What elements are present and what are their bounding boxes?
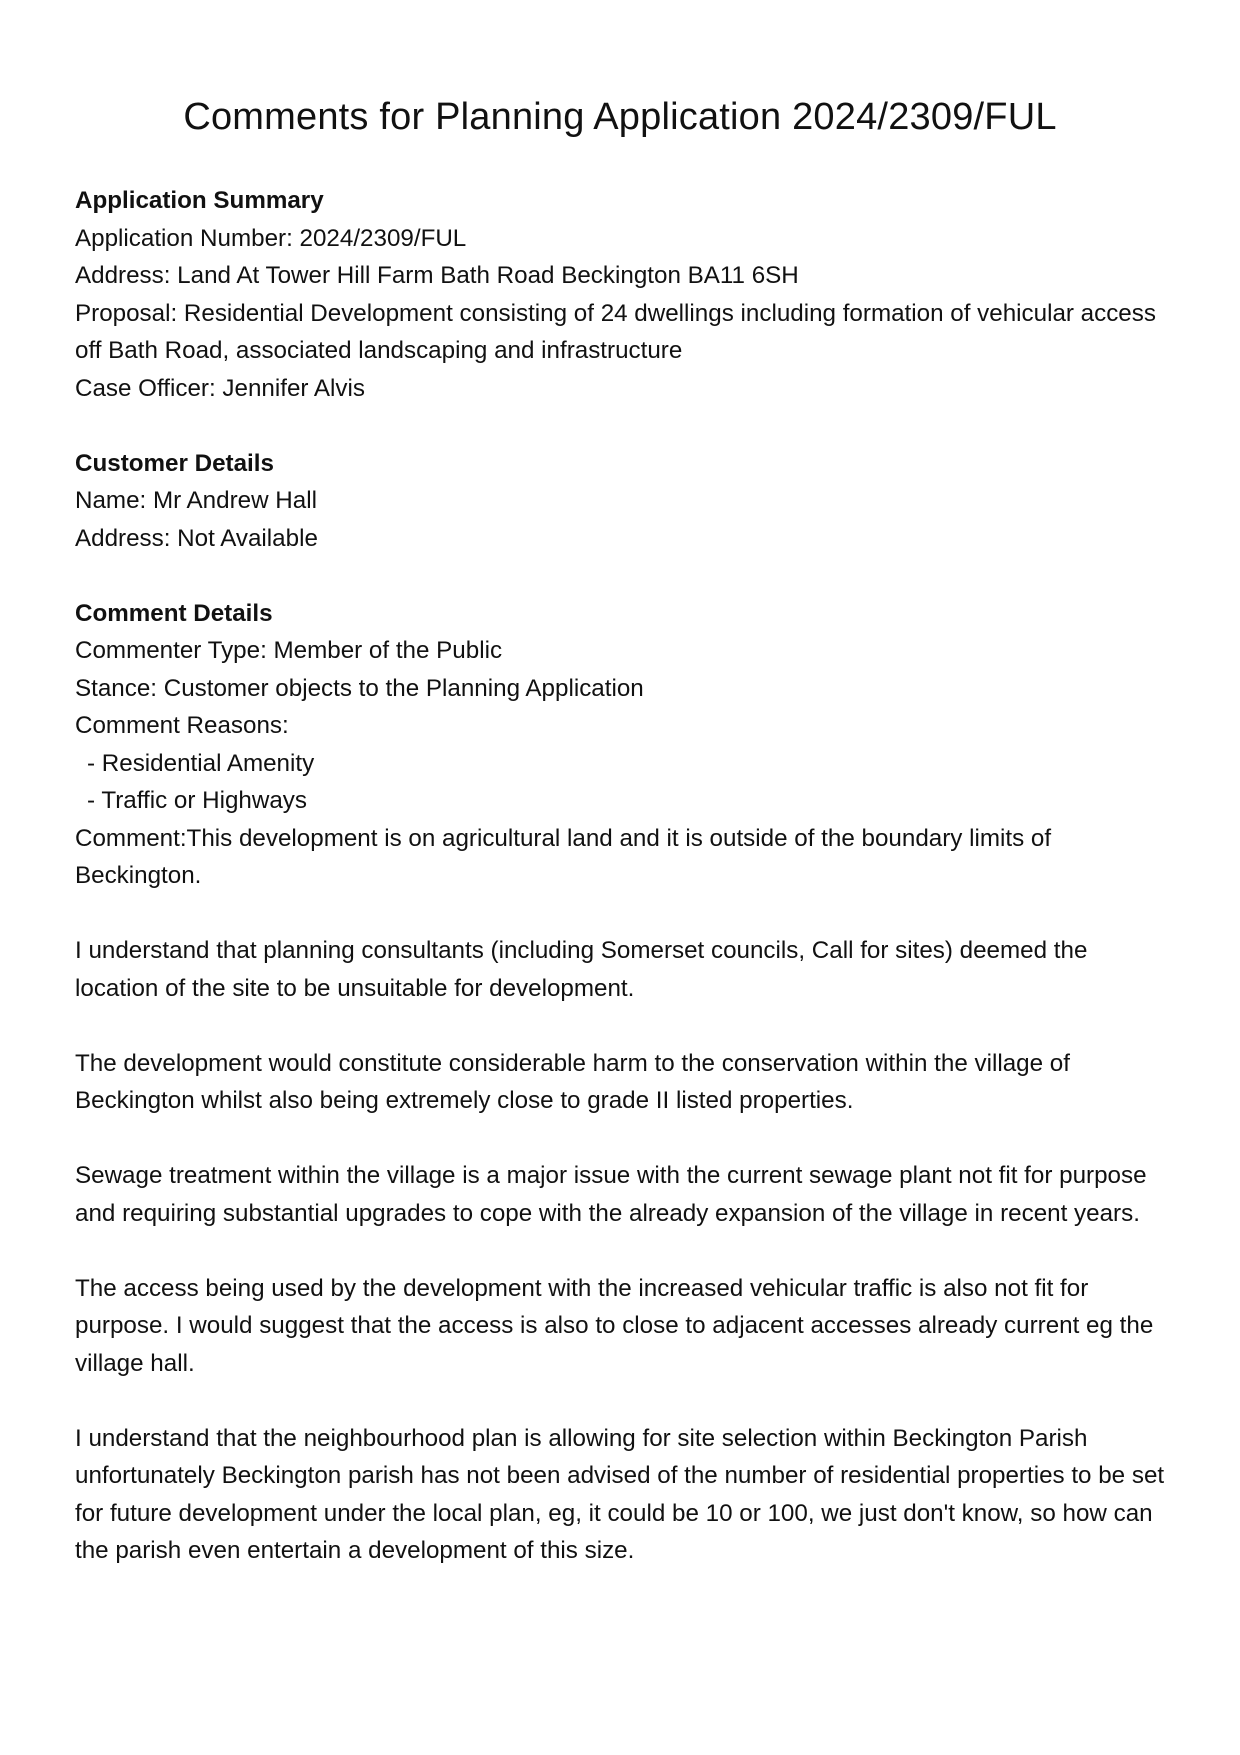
comment-details-section — [75, 595, 1165, 1570]
case-officer: Case Officer: Jennifer Alvis — [75, 374, 365, 402]
application-address: Address: Land At Tower Hill Farm Bath Road Beckington BA11 6SH — [75, 262, 799, 289]
comment-paragraph: Sewage treatment within the village is a major issue with the current sewage plant not fit for purpose and requiring substantial upgrades to cope with the already expansion of the village in recent years. — [75, 1162, 1147, 1227]
customer-address: Address: Not Available — [75, 524, 318, 552]
customer-details-section — [75, 445, 1165, 558]
application-summary-section — [75, 182, 1165, 407]
comment-details-heading: Comment Details — [75, 599, 273, 627]
comment-paragraph: I understand that the neighbourhood plan is allowing for site selection within Beckington Parish unfortunately Beckington parish has not been advised of the number of residential properties to be set for future development under the local plan, eg, it could be 10 or 100, we just don't know, so how can the parish even entertain a development of this size. — [75, 1424, 1165, 1564]
comment-paragraph: I understand that planning consultants (including Somerset councils, Call for sites) deemed the location of the site to be unsuitable for development. — [75, 937, 1088, 1002]
document-content — [75, 182, 1165, 1570]
comment-paragraph: The development would constitute considerable harm to the conservation within the village of Beckington whilst also being extremely close to grade II listed properties. — [75, 1049, 1070, 1114]
application-number: Application Number: 2024/2309/FUL — [75, 224, 467, 252]
comment-reason-item: - Residential Amenity — [87, 749, 315, 777]
comment-reasons-label: Comment Reasons: — [75, 712, 289, 739]
comment-reason-item: - Traffic or Highways — [87, 787, 307, 814]
stance: Stance: Customer objects to the Planning Application — [75, 674, 644, 702]
application-summary-heading: Application Summary — [75, 187, 324, 214]
page-title: Comments for Planning Application 2024/2309/FUL — [183, 96, 1057, 138]
comment-paragraph: The access being used by the development with the increased vehicular traffic is also not fit for purpose. I would suggest that the access is also to close to adjacent accesses already current eg the village hall. — [75, 1274, 1154, 1377]
comment-intro: Comment:This development is on agricultural land and it is outside of the boundary limits of Beckington. — [75, 824, 1052, 889]
application-proposal: Proposal: Residential Development consisting of 24 dwellings including formation of vehicular access off Bath Road, associated landscaping and infrastructure — [75, 299, 1156, 364]
customer-details-heading: Customer Details — [75, 449, 274, 477]
customer-name: Name: Mr Andrew Hall — [75, 487, 317, 514]
comment-paragraphs — [75, 932, 1165, 1570]
commenter-type: Commenter Type: Member of the Public — [75, 637, 503, 664]
